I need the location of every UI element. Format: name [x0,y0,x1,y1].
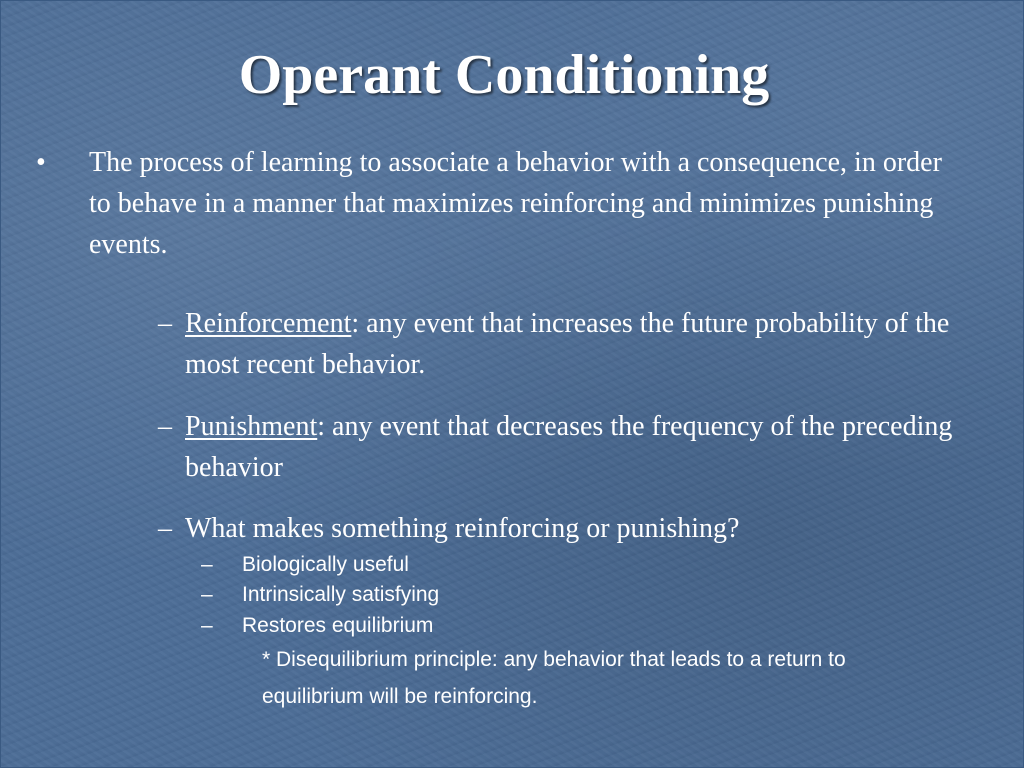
bullet-marker: • [36,147,46,178]
note-line-1: * Disequilibrium principle: any behavior that leads to a return to [262,648,846,671]
subitem-body [185,406,985,488]
dash-marker: – [158,513,172,544]
main-bullet-text: The process of learning to associate a behavior with a consequence, in order to behave in a manner that maximizes reinforcing and minimizes punishing events. [89,147,942,260]
list-item-text: Intrinsically satisfying [242,583,440,606]
term-reinforcement: Reinforcement [185,308,352,339]
definition-punishment: : any event that decreases the frequency of the preceding behavior [185,411,953,483]
term-punishment: Punishment [185,411,318,442]
dash-marker: – [201,583,213,606]
definition-reinforcement: : any event that increases the future probability of the most recent behavior. [185,308,950,380]
subitem-body [185,303,985,385]
note-line-2: equilibrium will be reinforcing. [262,685,538,708]
question-text: What makes something reinforcing or punishing? [185,513,740,544]
dash-marker: – [201,614,213,637]
list-item-text: Biologically useful [242,553,409,576]
dash-marker: – [158,308,172,339]
dash-marker: – [158,411,172,442]
list-item-text: Restores equilibrium [242,614,434,637]
slide-title: Operant Conditioning [238,44,770,106]
disequilibrium-note [262,641,982,715]
dash-marker: – [201,553,213,576]
